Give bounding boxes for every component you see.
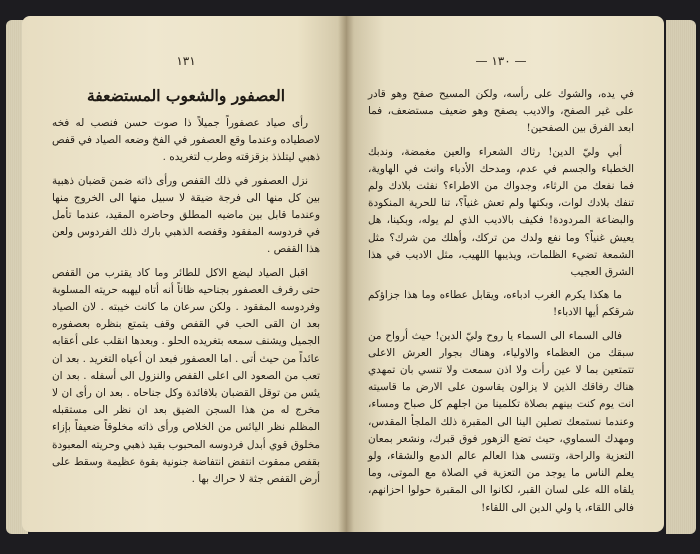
- paragraph: اقبل الصياد ليضع الاكل للطائر وما كاد يقترب من القفص حتى رفرف العصفور بجناحيه ظاناً أنه أتاه ليهبه حريته المسلوبة وفردوسه المفقود . ولكن سرعان ما كانت خيبته . لان الصياد بعد ان القى الحب في القفص وقف يتمتع بنظره بعصفوره الجميل ويشنف سمعه بتغريده الحلو . وبعدها انقلب على أعقابه عائداً من حيث أتى . اما العصفور فبعد ان أعياه التغريد . بعد ان تعب من الصعود الى اعلى القفص والنزول الى أسفله . بعد ان يئس من توقل القضبان بلافائدة وكل جناحاه . بعد ان رأى ان لا مخرج له من هذا السجن الضيق بعد ان نظر الى مستقبله المظلم نظر اليائس من الخلاص ورأى ذاته مخلوقاً ضعيفاً بإزاء مخلوق قوي أبدل فردوسه المحبوب بقيد ذهبي وحريته المعبودة بقفص ممقوت انتفض انتفاضة جنونية بقوة عظيمة وسقط على أرض القفص جثة لا حراك بها .: [52, 266, 320, 486]
- book-right-edge: [666, 20, 696, 534]
- left-page-number: ١٣١: [176, 54, 196, 68]
- paragraph: في يده، والشوك على رأسه، ولكن المسيح صفح وهو قادر على غير الصفح، والاديب يصفح وهو ضعيف مستضعف، فما ابعد الفرق بين الصفحين!: [368, 88, 634, 135]
- right-page-number: — ١٣٠ —: [475, 54, 527, 68]
- book-gutter: [338, 16, 354, 532]
- chapter-title: العصفور والشعوب المستضعفة: [86, 86, 286, 105]
- paragraph: فالى السماء الى السماء يا روح وليّ الدين! حيث أرواح من سبقك من العظماء والاولياء، وهناك بجوار العرش الاعلى تتمتعين بما لا عين رأت ولا اذن سمعت ولا تنسي بان تمهدي هناك رفاقك الذين لا يزالون يقاسون على الارض ما قاسيته انت يوم كنت بينهم بصلاة تكلمينا من اجلهم كل صباح ومساء، وعندما نستمعك تصلين الينا الى المقبرة ذلك الملجأ المقدس، ومهدك السماوي، حيث تضع الزهور فوق قبرك، ونشعر بمعان التعزية والراحة، وتنسى هذا العالم عالم الدمع والشقاء، ولو يعلم الناس ما يوجد من التعزية في الصلاة مع الموتى، وما يلقاه الله على لسان القبر، لكانوا الى المقبرة حولوا احزانهم، فالى اللقاء، يا ولي الدين الى اللقاء!: [368, 329, 634, 514]
- right-page-text: [368, 86, 634, 517]
- right-page: [346, 16, 664, 532]
- left-page: [22, 16, 346, 532]
- paragraph: أبي وليّ الدين! رثاك الشعراء والعين مغمضة، وندبك الخطباء والجسم في عدم، ومدحك الأدباء وانت في الهاوية، فما نفعك من الرثاء، وجدواك من الاطراء؟ نفثت بلادك ولم تنفك بلادك لوات، وبكتها ولم تعش غنياً؟، تنا للحرية المنكودة والبضاعة المردودة! فكيف بالاديب الذي لم يوله، وبكينا، هل يعيش غنياً؟ وما نفع ولدك من تركك، وأهلك من شرك؟ مثل الشمعة تضيء الظلمات، ويذيبها اللهيب، مثل الاديب في هذا الشرق العجيب: [368, 145, 634, 279]
- paragraph: ما هكذا يكرم الغرب ادباءه، ويقابل عطاءه وما هذا جزاؤكم شرقكم أيها الادباء!: [368, 289, 634, 319]
- paragraph: رأى صياد عصفوراً جميلاً ذا صوت حسن فنصب له فخه لاصطياده وعندما وقع العصفور في الفخ وضعه الصياد في قفص ذهبي ليتلذذ بزقزقته وطرب لتغريده .: [52, 117, 320, 164]
- left-page-text: [52, 115, 320, 488]
- paragraph: نزل العصفور في ذلك القفص ورأى ذاته ضمن قضبان ذهبية بين كل منها الى فرجة ضيقة لا سبيل منها الى الخروج منها وعندما قابل بين ماضيه المطلق وحاضره المقيد، عندما تأمل في فردوسه المفقود وقفصه الذهبي بارك ذلك الفردوس ولعن هذا القفص .: [52, 174, 320, 256]
